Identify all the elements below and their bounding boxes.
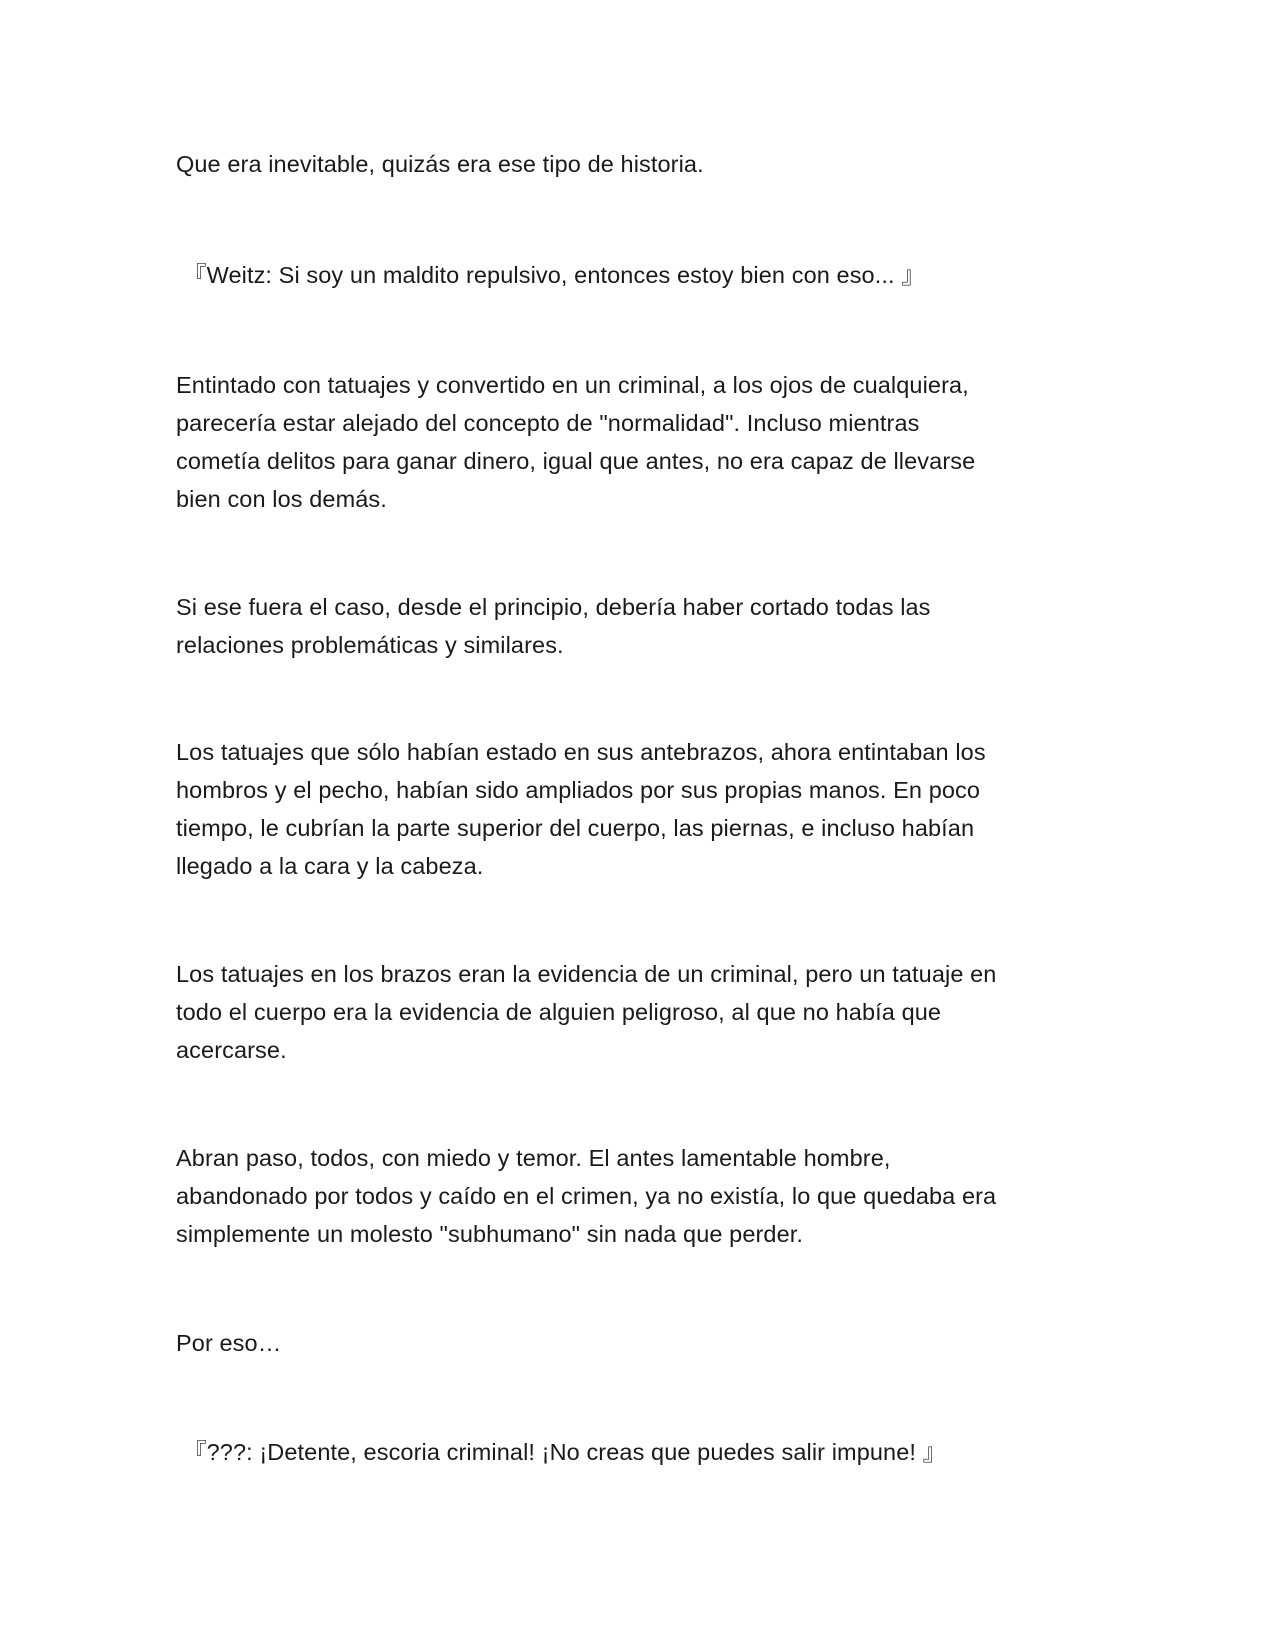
- text-line: todo el cuerpo era la evidencia de alguien peligroso, al que no había que: [176, 999, 942, 1025]
- text-line: Que era inevitable, quizás era ese tipo de historia.: [176, 151, 704, 177]
- text-line: tiempo, le cubrían la parte superior del cuerpo, las piernas, e incluso habían: [176, 815, 975, 841]
- text-line: parecería estar alejado del concepto de "normalidad". Incluso mientras: [176, 410, 920, 436]
- dialogue-unknown: [183, 1433, 1113, 1471]
- text-line: simplemente un molesto "subhumano" sin nada que perder.: [176, 1221, 804, 1247]
- text-line: bien con los demás.: [176, 486, 387, 512]
- text-line: acercarse.: [176, 1037, 287, 1063]
- paragraph-8: [176, 1324, 1106, 1362]
- text-line: Entintado con tatuajes y convertido en un criminal, a los ojos de cualquiera,: [176, 372, 969, 398]
- text-line: 『Weitz: Si soy un maldito repulsivo, entonces estoy bien con eso... 』: [183, 262, 925, 288]
- paragraph-1: [176, 145, 1106, 183]
- dialogue-weitz: [183, 256, 1113, 294]
- text-line: hombros y el pecho, habían sido ampliados por sus propias manos. En poco: [176, 777, 981, 803]
- text-line: Si ese fuera el caso, desde el principio, debería haber cortado todas las: [176, 594, 931, 620]
- text-line: Los tatuajes que sólo habían estado en sus antebrazos, ahora entintaban los: [176, 739, 986, 765]
- text-line: Los tatuajes en los brazos eran la evidencia de un criminal, pero un tatuaje en: [176, 961, 997, 987]
- paragraph-6: [176, 955, 1106, 1069]
- text-line: abandonado por todos y caído en el crimen, ya no existía, lo que quedaba era: [176, 1183, 997, 1209]
- paragraph-5: [176, 733, 1106, 885]
- text-line: cometía delitos para ganar dinero, igual que antes, no era capaz de llevarse: [176, 448, 976, 474]
- paragraph-4: [176, 588, 1106, 664]
- text-line: Por eso…: [176, 1330, 282, 1356]
- text-line: Abran paso, todos, con miedo y temor. El antes lamentable hombre,: [176, 1145, 891, 1171]
- text-line: llegado a la cara y la cabeza.: [176, 853, 484, 879]
- paragraph-7: [176, 1139, 1106, 1253]
- text-line: 『???: ¡Detente, escoria criminal! ¡No creas que puedes salir impune! 』: [183, 1439, 947, 1465]
- paragraph-3: [176, 366, 1106, 518]
- text-line: relaciones problemáticas y similares.: [176, 632, 564, 658]
